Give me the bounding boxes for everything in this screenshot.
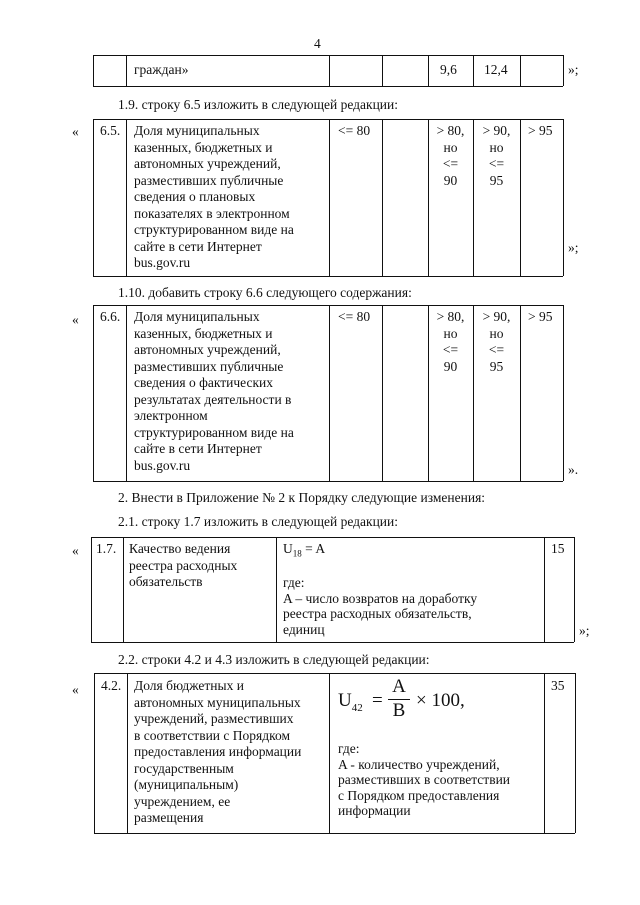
- formula-legend: где: A – число возвратов на доработку реестра расходных обязательств, единиц: [283, 575, 478, 637]
- formula-subscript: 18: [292, 548, 302, 559]
- threshold-3: > 80, но <= 90: [436, 123, 465, 188]
- threshold-3: > 80, но <= 90: [436, 309, 465, 374]
- paragraph-1-9: 1.9. строку 6.5 изложить в следующей редакции:: [118, 97, 399, 112]
- row-description: Доля муниципальных казенных, бюджетных и автономных учреждений, разместивших публичные сведения о плановых показателях в электронном структурированном виде на сайте в сети Интернет bus.gov.ru: [134, 123, 294, 270]
- open-quote: «: [72, 682, 79, 697]
- formula-denominator: B: [392, 700, 406, 721]
- threshold-4: > 90, но <= 95: [482, 309, 511, 374]
- threshold-5: > 95: [528, 123, 553, 138]
- formula-u: U: [338, 690, 352, 711]
- row-description: Качество ведения реестра расходных обязательств: [129, 541, 238, 589]
- weight: 15: [551, 541, 565, 556]
- open-quote: «: [72, 543, 79, 558]
- formula: [283, 541, 325, 562]
- row-prev-value-1: 9,6: [440, 62, 457, 77]
- close-quote: ».: [568, 462, 579, 477]
- row-prev-close-quote: »;: [568, 62, 579, 77]
- threshold-1: <= 80: [338, 309, 371, 324]
- row-number: 6.6.: [100, 309, 121, 324]
- formula-equals: =: [372, 690, 383, 711]
- paragraph-2: 2. Внести в Приложение № 2 к Порядку следующие изменения:: [118, 490, 486, 505]
- open-quote: «: [72, 312, 79, 327]
- weight: 35: [551, 678, 565, 693]
- row-description: Доля муниципальных казенных, бюджетных и автономных учреждений, разместивших публичные сведения о фактических результатах деятельности в электронном структурированном виде на сайте в сети Интернет bus.gov.ru: [134, 309, 294, 473]
- threshold-1: <= 80: [338, 123, 371, 138]
- row-number: 6.5.: [100, 123, 121, 138]
- threshold-5: > 95: [528, 309, 553, 324]
- close-quote: »;: [568, 240, 579, 255]
- formula-lhs: [338, 690, 363, 719]
- row-prev-value-2: 12,4: [484, 62, 508, 77]
- paragraph-2-1: 2.1. строку 1.7 изложить в следующей редакции:: [118, 514, 399, 529]
- row-number: 4.2.: [101, 678, 122, 693]
- paragraph-2-2: 2.2. строки 4.2 и 4.3 изложить в следующей редакции:: [118, 652, 430, 667]
- formula-numerator: A: [392, 676, 406, 697]
- page-number: 4: [314, 36, 321, 51]
- paragraph-1-10: 1.10. добавить строку 6.6 следующего содержания:: [118, 285, 412, 300]
- open-quote: «: [72, 124, 79, 139]
- row-description: Доля бюджетных и автономных муниципальных учреждений, разместивших в соответствии с Порядком предоставления информации государственным (муниципальным) учреждением, ее размещения: [134, 678, 302, 825]
- formula-tail: × 100,: [416, 690, 465, 711]
- formula-subscript: 42: [351, 701, 363, 714]
- threshold-4: > 90, но <= 95: [482, 123, 511, 188]
- formula-u: U: [283, 541, 293, 556]
- row-number: 1.7.: [96, 541, 117, 556]
- row-prev-text: граждан»: [134, 62, 189, 77]
- close-quote: »;: [579, 623, 590, 638]
- formula-rhs: = A: [301, 541, 326, 556]
- formula-legend: где: A - количество учреждений, разместивших в соответствии с Порядком предоставления информации: [338, 741, 511, 818]
